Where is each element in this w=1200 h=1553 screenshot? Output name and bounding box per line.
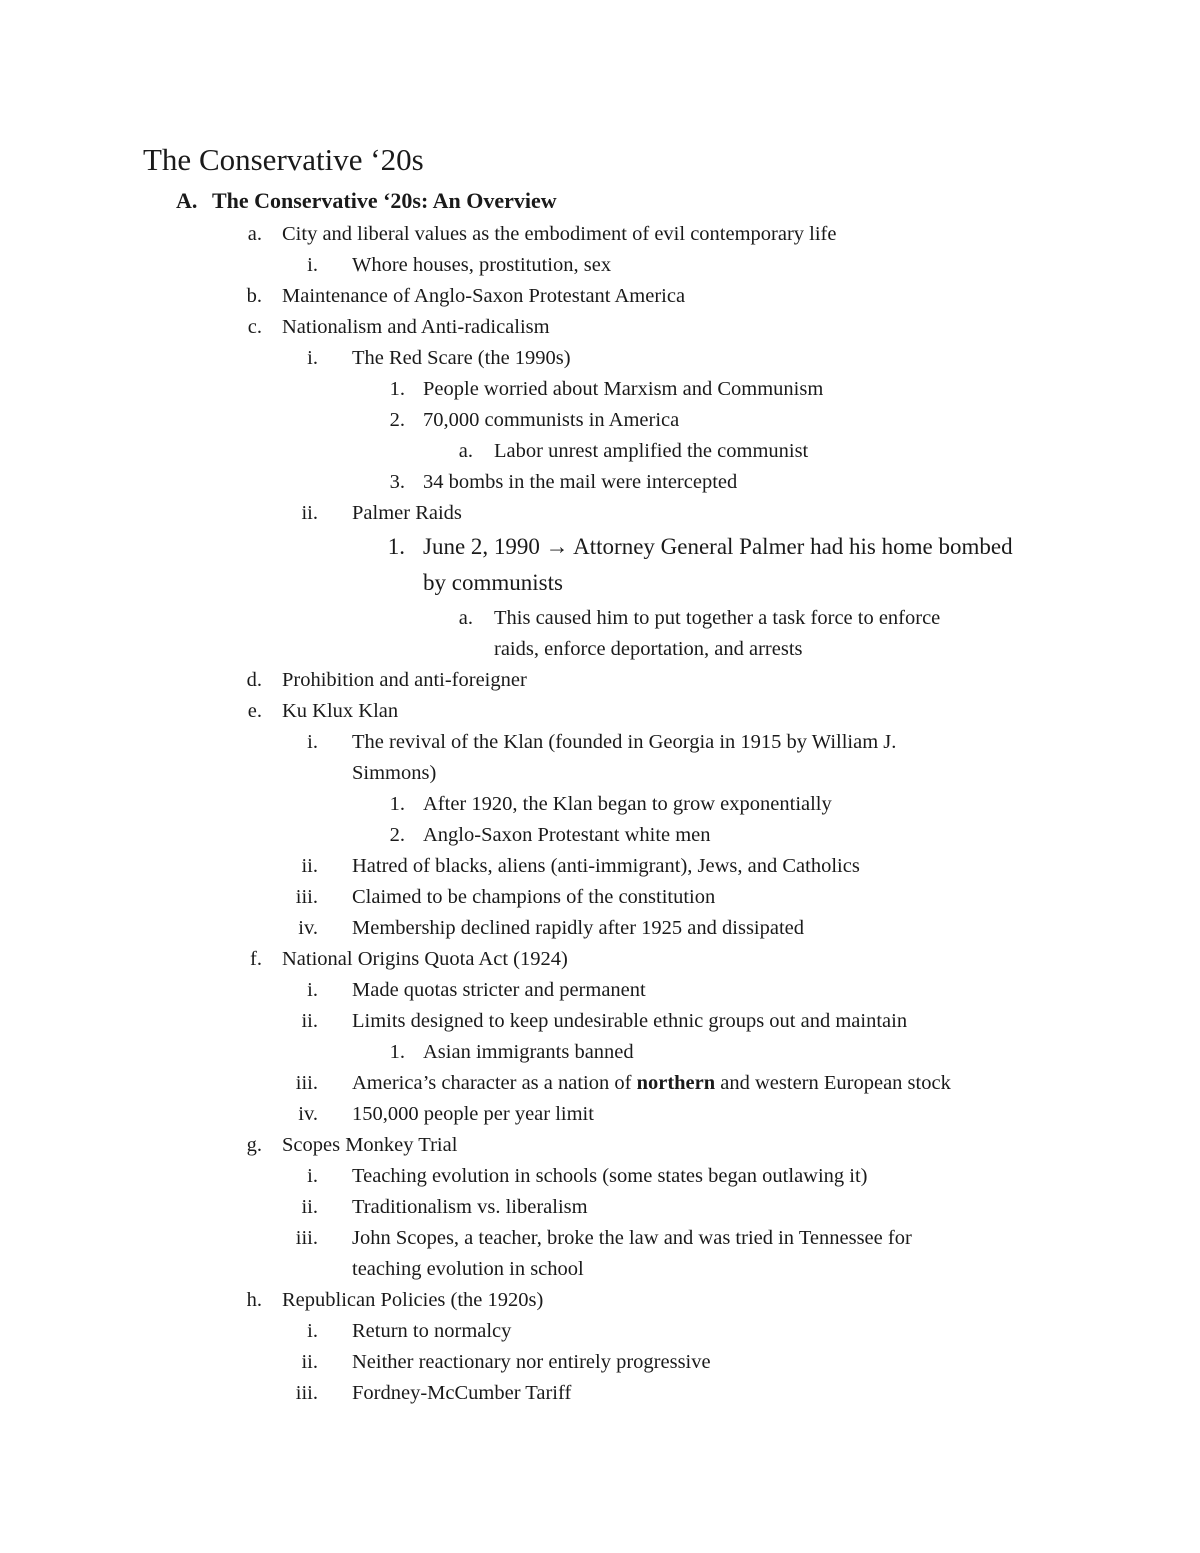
outline-text [352,851,860,882]
outline-text-part: After 1920, the Klan began to grow exponentially [423,793,832,815]
outline-marker: a. [247,223,262,245]
outline-text [423,374,823,405]
outline-text [352,1192,588,1223]
outline-text [494,603,940,634]
outline-text [352,1223,912,1254]
outline-text [494,436,808,467]
outline-text [352,758,436,789]
section-marker: A. [176,188,198,213]
outline-marker: i. [307,731,318,753]
outline-marker: d. [246,669,262,691]
page-title: The Conservative ‘20s [143,142,424,177]
outline-marker: f. [250,948,262,970]
outline-text-part: Republican Policies (the 1920s) [282,1289,544,1311]
outline-text-bold: northern [636,1072,716,1094]
outline-text-part: The Red Scare (the 1990s) [352,347,571,369]
outline-marker: h. [246,1289,262,1311]
outline-text [352,1068,951,1099]
outline-text-part: National Origins Quota Act (1924) [282,948,568,970]
outline-marker: i. [307,1320,318,1342]
outline-marker: i. [307,1165,318,1187]
outline-marker: 1. [389,1041,405,1063]
outline-marker: c. [247,316,262,338]
outline-text-part: Traditionalism vs. liberalism [352,1196,588,1218]
outline-text-part: 70,000 communists in America [423,409,680,431]
outline-text-part: raids, enforce deportation, and arrests [494,638,803,660]
outline-text [352,1099,594,1130]
outline-text-part: Ku Klux Klan [282,700,399,722]
outline-text [352,498,462,529]
outline-marker: g. [246,1134,262,1156]
outline-text-part: People worried about Marxism and Communism [423,378,824,400]
outline-text-part: City and liberal values as the embodiment of evil contemporary life [282,223,837,245]
outline-text-part: 150,000 people per year limit [352,1103,594,1125]
outline-marker: e. [247,700,262,722]
outline-text-part: Palmer Raids [352,502,462,524]
outline-marker: i. [307,254,318,276]
outline-text-part: teaching evolution in school [352,1258,584,1280]
outline-marker: 2. [389,824,405,846]
outline-text [352,1161,868,1192]
outline-text [352,975,646,1006]
outline-text-part: Prohibition and anti-foreigner [282,669,527,691]
outline-text-part: This caused him to put together a task force to enforce [494,607,941,629]
outline-marker: iii. [295,886,318,908]
outline-text-part: John Scopes, a teacher, broke the law and was tried in Tennessee for [352,1227,912,1249]
outline-text [352,1006,907,1037]
outline-text [423,565,563,601]
outline-marker: 1. [387,534,405,559]
section-heading [176,186,557,216]
outline-text [282,1285,543,1316]
outline-text [494,634,803,665]
outline-text [282,944,568,975]
outline-text-part: 34 bombs in the mail were intercepted [423,471,738,493]
outline-marker: b. [246,285,262,307]
outline-text-part: Claimed to be champions of the constitution [352,886,716,908]
outline-text-part: Nationalism and Anti-radicalism [282,316,550,338]
outline-text-part: Fordney-McCumber Tariff [352,1382,572,1404]
outline-marker: iii. [295,1382,318,1404]
outline-text [352,1316,511,1347]
outline-text [352,727,896,758]
outline-text [423,405,679,436]
outline-text [352,913,804,944]
outline-text-part: Anglo-Saxon Protestant white men [423,824,711,846]
outline-text-part: Made quotas stricter and permanent [352,979,646,1001]
outline-text-part: Return to normalcy [352,1320,512,1342]
outline-marker: ii. [301,1351,318,1373]
outline-text [352,343,571,374]
outline-marker: 1. [389,378,405,400]
outline-text-part: Maintenance of Anglo-Saxon Protestant America [282,285,686,307]
outline-marker: 3. [389,471,405,493]
outline-text [282,219,836,250]
outline-text-part: Scopes Monkey Trial [282,1134,458,1156]
outline-text-part: Hatred of blacks, aliens (anti-immigrant), Jews, and Catholics [352,855,860,877]
outline-text-part: Whore houses, prostitution, sex [352,254,612,276]
outline-text-part: Membership declined rapidly after 1925 and dissipated [352,917,805,939]
outline-text [423,529,1013,565]
outline-text-part: and western European stock [715,1072,951,1094]
outline-marker: ii. [301,1010,318,1032]
outline-text [352,882,715,913]
outline-text-part: Teaching evolution in schools (some states began outlawing it) [352,1165,868,1187]
outline-text [423,789,832,820]
outline-marker: ii. [301,855,318,877]
outline-text-part: Labor unrest amplified the communist [494,440,809,462]
outline-marker: a. [458,440,473,462]
outline-text [352,1378,571,1409]
outline-marker: i. [307,979,318,1001]
outline-text-part: Neither reactionary nor entirely progressive [352,1351,711,1373]
outline-text [282,696,398,727]
outline-marker: iii. [295,1072,318,1094]
outline-marker: 2. [389,409,405,431]
outline-text-part: The revival of the Klan (founded in Georgia in 1915 by William J. [352,731,897,753]
outline-marker: iv. [298,1103,318,1125]
outline-marker: iii. [295,1227,318,1249]
outline-text [352,250,611,281]
outline-marker: ii. [301,1196,318,1218]
section-title: The Conservative ‘20s: An Overview [212,188,557,213]
outline-text [352,1254,584,1285]
outline-marker: ii. [301,502,318,524]
outline-text-part: June 2, 1990 → Attorney General Palmer had his home bombed [423,534,1013,559]
outline-text-part: America’s character as a nation of [352,1072,637,1094]
outline-text [423,820,711,851]
outline-marker: iv. [298,917,318,939]
outline-marker: a. [458,607,473,629]
outline-text [282,665,527,696]
outline-text [352,1347,711,1378]
outline-text-part: by communists [423,570,563,595]
outline-marker: 1. [389,793,405,815]
outline-text-part: Simmons) [352,762,437,784]
outline-text [423,1037,634,1068]
outline-text [282,312,550,343]
outline-marker: i. [307,347,318,369]
outline-text [423,467,737,498]
outline-text-part: Limits designed to keep undesirable ethnic groups out and maintain [352,1010,908,1032]
outline-text [282,1130,457,1161]
outline-text [282,281,685,312]
outline-text-part: Asian immigrants banned [423,1041,634,1063]
